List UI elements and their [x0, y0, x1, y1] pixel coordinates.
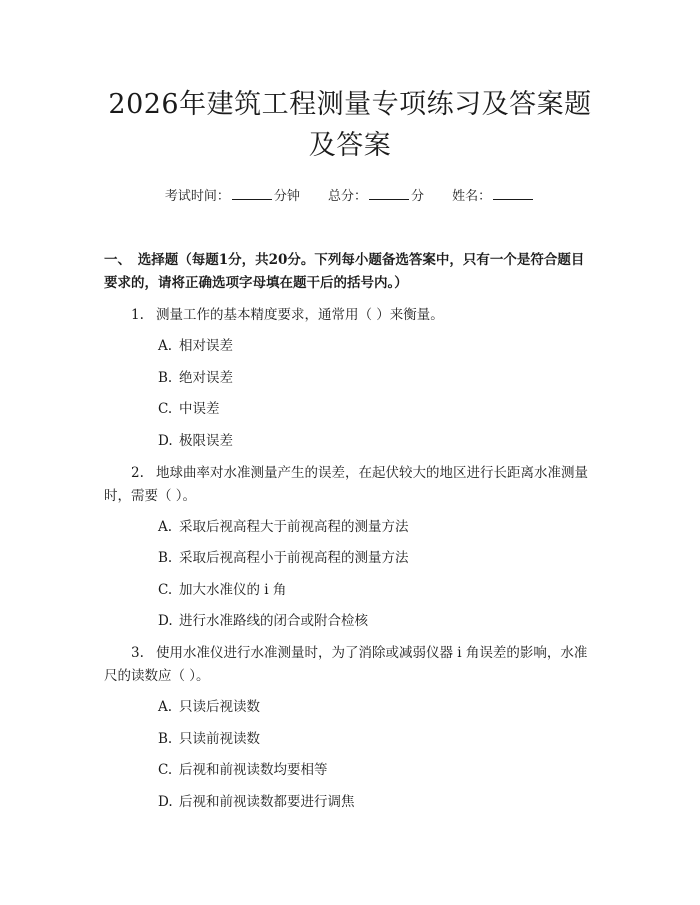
option-letter: B.	[158, 369, 173, 386]
option-letter: C.	[158, 401, 173, 417]
option-item	[104, 430, 596, 453]
option-text: 采取后视高程小于前视高程的测量方法	[179, 550, 409, 566]
exam-time-label: 考试时间：	[164, 189, 230, 204]
exam-score-unit: 分	[411, 189, 425, 204]
option-letter: D.	[158, 432, 173, 449]
exam-time-blank	[232, 186, 272, 200]
question-number: 3.	[131, 645, 144, 661]
exam-name-label: 姓名：	[452, 189, 492, 204]
option-item	[104, 791, 596, 814]
option-letter: A.	[158, 699, 173, 715]
document-title: 2026年建筑工程测量专项练习及答案题及答案	[108, 89, 592, 161]
option-letter: A.	[158, 518, 173, 535]
option-text: 只读后视读数	[179, 699, 260, 715]
question-stem	[104, 304, 596, 327]
option-item	[104, 367, 596, 390]
option-letter: D.	[158, 793, 173, 810]
option-item	[104, 728, 596, 751]
exam-score-blank	[369, 186, 409, 200]
exam-score-label: 总分：	[327, 189, 367, 204]
option-text: 绝对误差	[179, 369, 233, 386]
exam-score	[328, 186, 424, 207]
option-text: 极限误差	[179, 432, 233, 449]
option-item	[104, 696, 596, 719]
option-letter: C.	[158, 762, 173, 778]
option-text: 只读前视读数	[179, 730, 260, 747]
option-list	[104, 696, 596, 814]
question	[104, 462, 596, 634]
option-letter: B.	[158, 730, 173, 747]
option-text: 加大水准仪的 i 角	[179, 581, 287, 598]
exam-meta	[104, 186, 596, 207]
question-number: 1.	[131, 307, 144, 323]
option-item	[104, 759, 596, 782]
option-letter: D.	[158, 613, 173, 629]
option-text: 中误差	[179, 401, 220, 417]
question	[104, 642, 596, 814]
option-list	[104, 516, 596, 634]
option-letter: A.	[158, 338, 173, 354]
option-text: 进行水准路线的闭合或附合检核	[179, 613, 368, 629]
section-heading: 一、 选择题（每题1分，共20分。下列每小题备选答案中，只有一个是符合题目要求的，请将正确选项字母填在题干后的括号内。）	[104, 252, 585, 291]
question-text: 地球曲率对水准测量产生的误差，在起伏较大的地区进行长距离水准测量时，需要（ ）。	[104, 464, 588, 504]
question-stem	[104, 462, 596, 508]
exam-name-blank	[493, 186, 533, 200]
exam-time-unit: 分钟	[273, 189, 300, 204]
exam-name	[452, 186, 535, 207]
question-stem	[104, 642, 596, 688]
option-text: 后视和前视读数均要相等	[179, 762, 328, 778]
question	[104, 304, 596, 453]
option-item	[104, 547, 596, 570]
option-item	[104, 610, 596, 633]
question-number: 2.	[131, 464, 144, 481]
option-item	[104, 579, 596, 602]
question-text: 测量工作的基本精度要求，通常用（ ）来衡量。	[156, 307, 444, 323]
exam-time	[165, 186, 300, 207]
option-letter: B.	[158, 550, 173, 566]
option-letter: C.	[158, 581, 173, 598]
option-item	[104, 335, 596, 358]
question-text: 使用水准仪进行水准测量时，为了消除或减弱仪器 i 角误差的影响，水准尺的读数应（ ）。	[104, 645, 588, 684]
option-item	[104, 398, 596, 421]
option-text: 相对误差	[179, 338, 233, 354]
option-text: 后视和前视读数都要进行调焦	[179, 793, 355, 810]
option-list	[104, 335, 596, 453]
option-item	[104, 516, 596, 539]
option-text: 采取后视高程大于前视高程的测量方法	[179, 518, 409, 535]
